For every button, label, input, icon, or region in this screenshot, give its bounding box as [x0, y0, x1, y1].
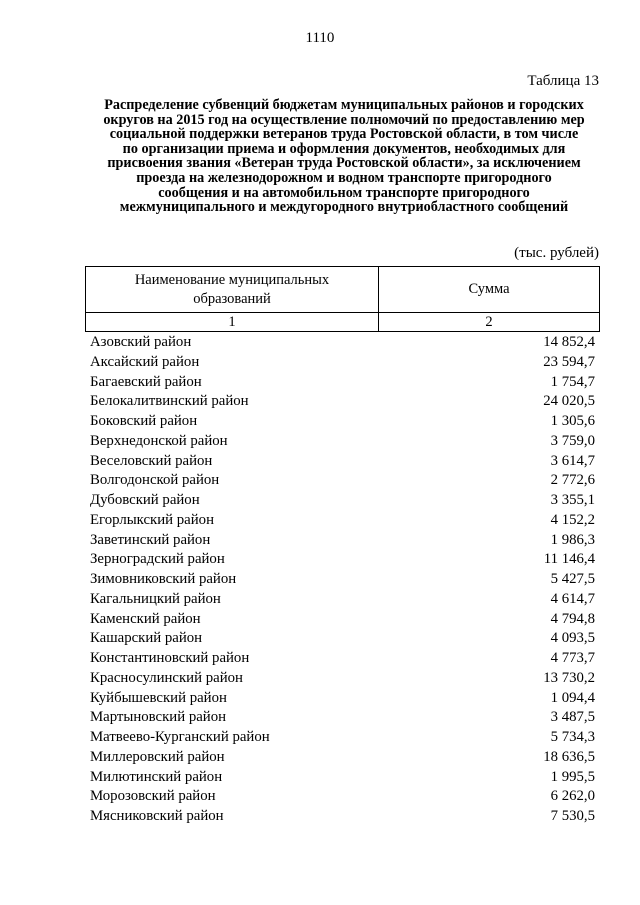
header-name-cell — [86, 267, 379, 313]
municipality-name: Кагальницкий район — [90, 590, 221, 607]
title-line: проезда на железнодорожном и водном транспорте пригородного — [136, 169, 552, 186]
column-number-cell: 2 — [379, 313, 600, 332]
page-number: 1110 — [305, 30, 335, 46]
table-label: Таблица 13 — [527, 73, 599, 89]
amount-value: 5 734,3 — [550, 729, 595, 745]
amount-value: 7 530,5 — [550, 808, 595, 824]
table-row — [90, 748, 595, 768]
municipality-name: Волгодонской район — [90, 472, 220, 489]
municipality-name: Кашарский район — [90, 630, 203, 647]
table-row — [90, 787, 595, 807]
municipality-name: Белокалитвинский район — [90, 393, 249, 410]
municipality-name: Миллеровский район — [90, 748, 225, 765]
amount-value: 1 995,5 — [550, 768, 595, 785]
amount-value: 6 262,0 — [550, 788, 595, 805]
title-line: Распределение субвенций бюджетам муниципальных районов и городских — [104, 97, 584, 113]
header-name-line: Наименование муниципальных — [134, 271, 330, 288]
amount-value: 1 305,6 — [550, 413, 595, 429]
units-label: (тыс. рублей) — [514, 245, 599, 261]
amount-value: 11 146,4 — [543, 551, 595, 568]
title-line: социальной поддержки ветеранов труда Ростовской области, в том числе — [109, 126, 579, 143]
table-row — [90, 491, 595, 511]
amount-value: 23 594,7 — [543, 353, 595, 370]
title-line: сообщения и на автомобильном транспорте пригородного — [158, 184, 530, 201]
municipality-name: Милютинский район — [90, 768, 223, 785]
municipality-name: Егорлыкский район — [90, 511, 214, 528]
amount-value: 4 794,8 — [550, 610, 595, 627]
amount-value: 24 020,5 — [543, 393, 595, 410]
table-row — [90, 807, 595, 827]
table-row — [90, 353, 595, 373]
municipality-name: Морозовский район — [90, 788, 216, 805]
table-body — [90, 333, 595, 827]
title-line: по организации приема и оформления документов, необходимых для — [122, 140, 566, 157]
amount-value: 13 730,2 — [543, 669, 595, 686]
table-row — [90, 432, 595, 452]
municipality-name: Веселовский район — [90, 452, 213, 469]
amount-value: 4 773,7 — [550, 650, 595, 666]
amount-value: 4 093,5 — [550, 630, 595, 647]
table-row — [90, 610, 595, 630]
amount-value: 4 614,7 — [550, 590, 595, 607]
amount-value: 1 986,3 — [550, 531, 595, 548]
table-row — [90, 452, 595, 472]
header-name-line: образований — [193, 290, 271, 307]
table-row — [90, 669, 595, 689]
table-row — [90, 511, 595, 531]
amount-value: 18 636,5 — [543, 748, 595, 765]
municipality-name: Верхнедонской район — [90, 432, 228, 449]
table-row — [90, 392, 595, 412]
table-row — [90, 333, 595, 353]
municipality-name: Багаевский район — [90, 373, 202, 390]
municipality-name: Заветинский район — [90, 531, 211, 548]
table-row — [90, 629, 595, 649]
municipality-name: Константиновский район — [90, 650, 250, 666]
municipality-name: Мартыновский район — [90, 709, 227, 726]
table-row — [90, 373, 595, 393]
municipality-name: Куйбышевский район — [90, 689, 227, 706]
amount-value: 14 852,4 — [543, 334, 595, 350]
municipality-name: Красносулинский район — [90, 669, 243, 686]
document-title — [70, 98, 618, 215]
table-row — [90, 550, 595, 570]
amount-value: 3 759,0 — [550, 432, 595, 449]
title-line: округов на 2015 год на осуществление полномочий по предоставлению мер — [103, 111, 585, 128]
amount-value: 2 772,6 — [550, 472, 595, 489]
table-row — [90, 412, 595, 432]
title-line: межмуниципального и междугородного внутриобластного сообщений — [119, 199, 569, 216]
table-row — [90, 728, 595, 748]
municipality-name: Боковский район — [90, 413, 198, 429]
municipality-name: Зимовниковский район — [90, 571, 237, 587]
municipality-name: Азовский район — [90, 334, 192, 350]
title-line: присвоения звания «Ветеран труда Ростовской области», за исключением — [107, 155, 581, 172]
amount-value: 3 614,7 — [550, 452, 595, 469]
amount-value: 1 754,7 — [550, 373, 595, 390]
table-row — [90, 590, 595, 610]
amount-value: 5 427,5 — [550, 571, 595, 587]
table-row — [90, 570, 595, 590]
table-header — [85, 266, 600, 332]
table-row — [90, 689, 595, 709]
table-row — [90, 649, 595, 669]
header-sum-cell: Сумма — [379, 267, 600, 313]
table-row — [90, 471, 595, 491]
amount-value: 4 152,2 — [550, 511, 595, 528]
amount-value: 1 094,4 — [550, 689, 595, 706]
municipality-name: Аксайский район — [90, 353, 200, 370]
municipality-name: Мясниковский район — [90, 808, 224, 824]
table-row — [90, 531, 595, 551]
table-row — [90, 708, 595, 728]
municipality-name: Зерноградский район — [90, 551, 225, 568]
table-row — [90, 768, 595, 788]
column-number-cell: 1 — [86, 313, 379, 332]
amount-value: 3 487,5 — [550, 709, 595, 726]
municipality-name: Дубовский район — [90, 492, 200, 508]
municipality-name: Каменский район — [90, 610, 201, 627]
amount-value: 3 355,1 — [550, 492, 595, 508]
municipality-name: Матвеево-Курганский район — [90, 729, 270, 745]
